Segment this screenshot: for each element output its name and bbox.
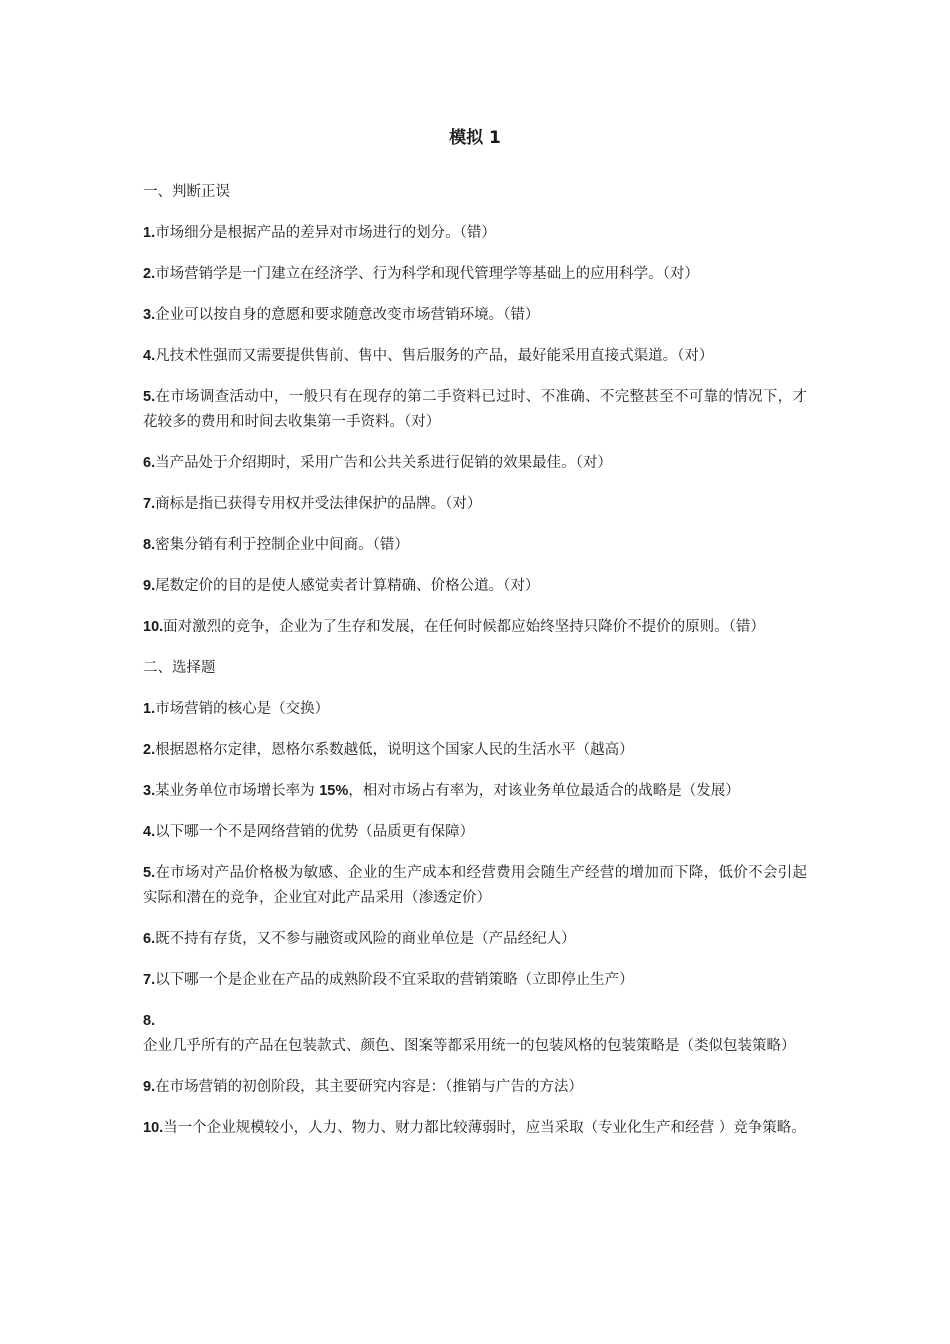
- question-item: [143, 968, 807, 993]
- question-text: 尾数定价的目的是使人感觉卖者计算精确、价格公道。（对）: [155, 578, 540, 594]
- question-text: 根据恩格尔定律，恩格尔系数越低，说明这个国家人民的生活水平（越高）: [155, 742, 634, 758]
- question-number: 3.: [143, 307, 156, 323]
- question-item: [143, 779, 807, 804]
- question-number: 9.: [143, 1079, 156, 1095]
- question-number: 2.: [143, 742, 156, 758]
- question-text: 商标是指已获得专用权并受法律保护的品牌。（对）: [155, 496, 482, 512]
- question-text: 面对激烈的竞争，企业为了生存和发展，在任何时候都应始终坚持只降价不提价的原则。（错）: [163, 619, 765, 635]
- question-item: [143, 1075, 807, 1100]
- question-number: 6.: [143, 931, 156, 947]
- question-text: 当产品处于介绍期时，采用广告和公共关系进行促销的效果最佳。（对）: [155, 455, 612, 471]
- question-text-before: 某业务单位市场增长率为: [155, 783, 320, 799]
- question-text: 凡技术性强而又需要提供售前、售中、售后服务的产品，最好能采用直接式渠道。（对）: [155, 348, 714, 364]
- section-heading-true-false: 一、判断正误: [143, 184, 230, 200]
- question-number: 5.: [143, 389, 156, 405]
- question-text: 市场营销的核心是（交换）: [155, 701, 330, 717]
- document-body: [143, 180, 807, 1157]
- question-text: 在市场调查活动中，一般只有在现存的第二手资料已过时、不准确、不完整甚至不可靠的情况下，才花较多的费用和时间去收集第一手资料。（对）: [143, 389, 807, 430]
- question-number: 8.: [143, 537, 156, 553]
- question-text: 密集分销有利于控制企业中间商。（错）: [155, 537, 409, 553]
- question-number: 9.: [143, 578, 156, 594]
- question-number: 1.: [143, 701, 156, 717]
- page-title: 模拟 1: [449, 128, 501, 148]
- question-number: 7.: [143, 972, 156, 988]
- question-text: 企业几乎所有的产品在包装款式、颜色、图案等都采用统一的包装风格的包装策略是（类似包装策略）: [143, 1038, 796, 1054]
- question-number: 1.: [143, 225, 156, 241]
- question-item: [143, 303, 807, 328]
- question-number: 4.: [143, 348, 156, 364]
- question-text: 企业可以按自身的意愿和要求随意改变市场营销环境。（错）: [155, 307, 540, 323]
- question-item: [143, 927, 807, 952]
- question-item: [143, 615, 807, 640]
- question-number: 6.: [143, 455, 156, 471]
- question-number: 7.: [143, 496, 156, 512]
- question-item: [143, 1009, 807, 1059]
- question-number: 10.: [143, 1120, 164, 1136]
- question-item: [143, 861, 807, 911]
- question-text: 以下哪一个不是网络营销的优势（品质更有保障）: [155, 824, 475, 840]
- question-text: 市场细分是根据产品的差异对市场进行的划分。（错）: [155, 225, 496, 241]
- question-text: 既不持有存货，又不参与融资或风险的商业单位是（产品经纪人）: [155, 931, 576, 947]
- question-item: [143, 738, 807, 763]
- question-text: 在市场营销的初创阶段，其主要研究内容是：（推销与广告的方法）: [155, 1079, 583, 1095]
- question-text: 当一个企业规模较小，人力、物力、财力都比较薄弱时，应当采取（专业化生产和经营 ）竞争策略。: [163, 1120, 806, 1136]
- question-text: 以下哪一个是企业在产品的成熟阶段不宜采取的营销策略（立即停止生产）: [155, 972, 634, 988]
- question-item: [143, 344, 807, 369]
- question-number: 8.: [143, 1013, 156, 1029]
- growth-rate-value: 15%: [319, 783, 349, 799]
- question-number: 4.: [143, 824, 156, 840]
- question-text: 市场营销学是一门建立在经济学、行为科学和现代管理学等基础上的应用科学。（对）: [155, 266, 699, 282]
- question-item: [143, 574, 807, 599]
- question-number: 2.: [143, 266, 156, 282]
- question-item: [143, 1116, 807, 1141]
- question-number: 5.: [143, 865, 156, 881]
- section-heading-multiple-choice: 二、选择题: [143, 660, 216, 676]
- question-number: 10.: [143, 619, 164, 635]
- question-item: [143, 262, 807, 287]
- question-item: [143, 820, 807, 845]
- question-text-after: ，相对市场占有率为，对该业务单位最适合的战略是（发展）: [348, 783, 740, 799]
- question-item: [143, 451, 807, 476]
- question-item: [143, 697, 807, 722]
- question-text: 在市场对产品价格极为敏感、企业的生产成本和经营费用会随生产经营的增加而下降，低价不会引起实际和潜在的竞争，企业宜对此产品采用（渗透定价）: [143, 865, 807, 906]
- question-item: [143, 533, 807, 558]
- question-item: [143, 492, 807, 517]
- question-number: 3.: [143, 783, 156, 799]
- question-item: [143, 385, 807, 435]
- question-item: [143, 221, 807, 246]
